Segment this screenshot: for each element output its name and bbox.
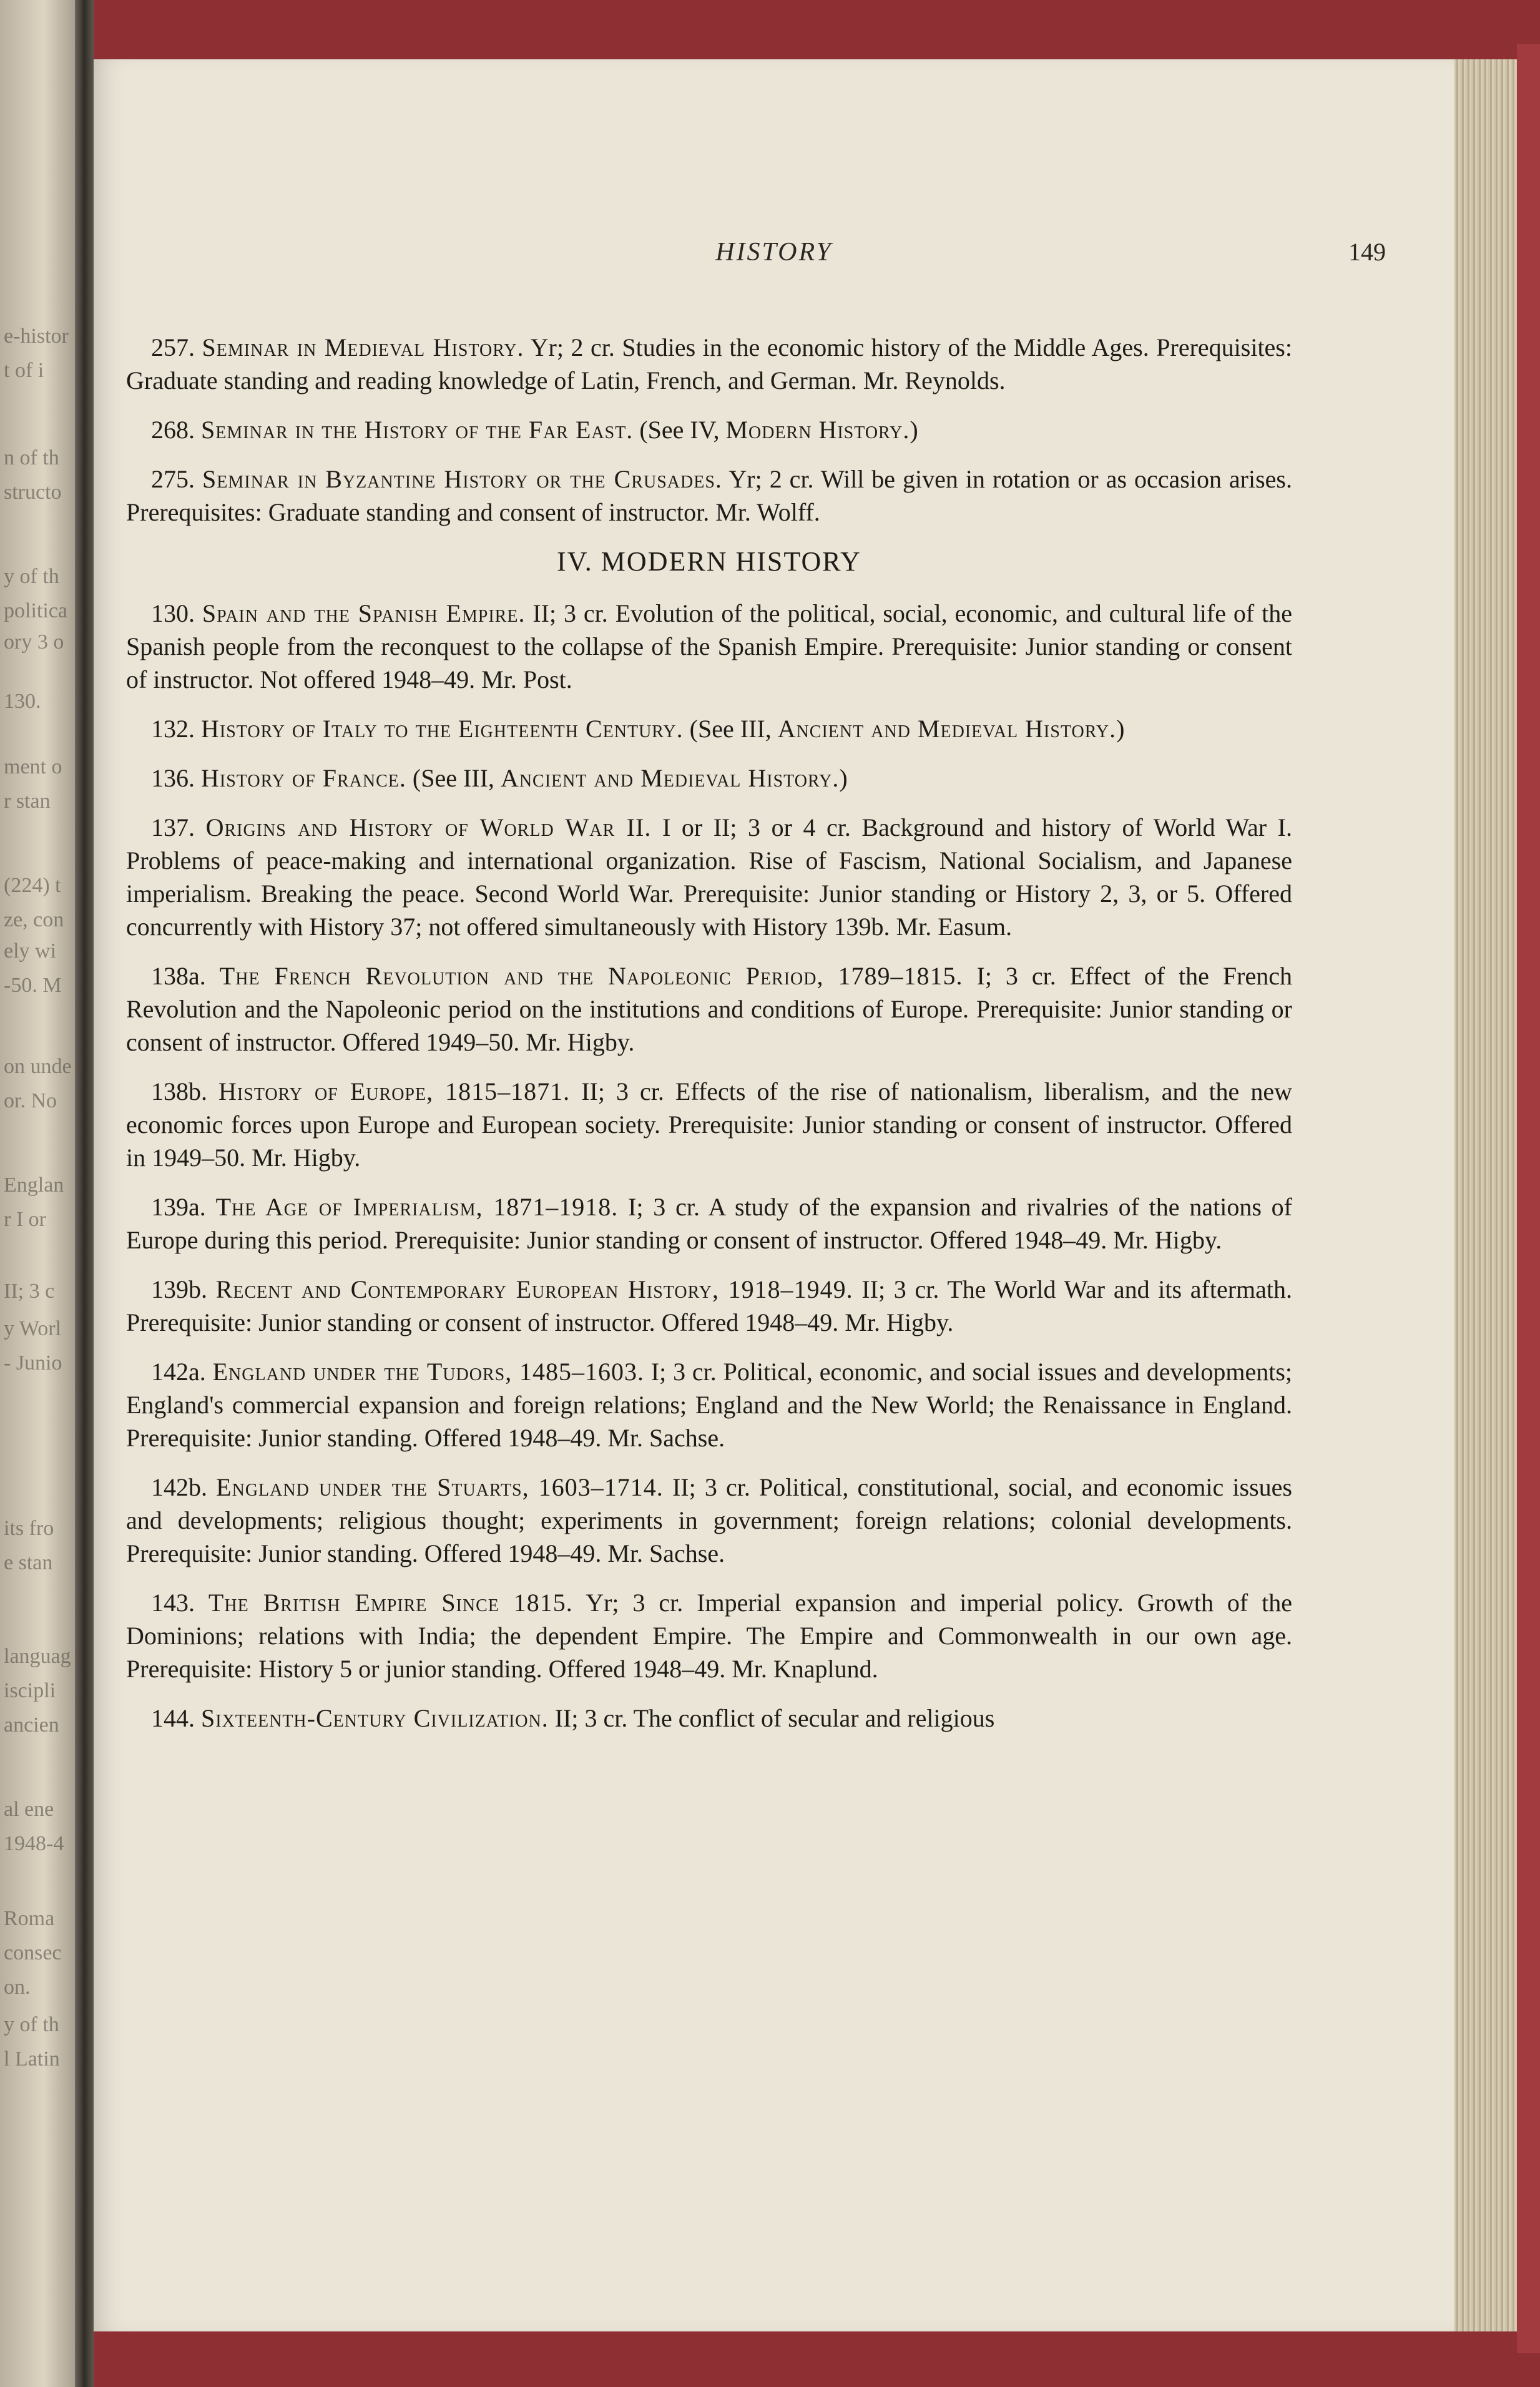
page-number: 149 (1348, 238, 1386, 266)
course-entry (126, 1273, 1292, 1339)
course-description: II; 3 cr. Effects of the rise of nationalism, liberalism, and the new economic forces upon Europe and European society. Prerequisite: Junior standing or consent of instructor. Offered in 1949–50. Mr. Higby. (126, 1077, 1292, 1172)
running-head (94, 237, 1454, 275)
course-entry (126, 1355, 1292, 1454)
course-description: II; 3 cr. Evolution of the political, social, economic, and cultural life of the Spanish people from the reconquest to the collapse of the Spanish Empire. Prerequisite: Junior standing or consent of instructor. Not offered 1948–49. Mr. Post. (126, 599, 1292, 694)
left-page-fragment: iscipli (4, 1679, 56, 1702)
course-number: 142b. (151, 1473, 207, 1501)
left-page-fragment: politica (4, 599, 67, 622)
course-title: England under the Tudors, 1485–1603. (212, 1358, 645, 1386)
left-page-fragment: consec (4, 1941, 62, 1964)
course-description: I; 3 cr. A study of the expansion and rivalries of the nations of Europe during this period. Prerequisite: Junior standing or consent of instructor. Offered 1948–49. Mr. Higby. (126, 1193, 1292, 1254)
left-page-fragment: e-histor (4, 325, 69, 348)
course-title: History of France. (201, 764, 406, 792)
course-reference-suffix: ) (839, 764, 848, 792)
course-entry (126, 1586, 1292, 1685)
course-title: Sixteenth-Century Civilization. (201, 1704, 549, 1732)
left-page-fragment: y of th (4, 2013, 59, 2036)
left-page-fragment: structo (4, 481, 62, 504)
left-page-fragment: Englan (4, 1174, 64, 1197)
course-title: The Age of Imperialism, 1871–1918. (215, 1193, 619, 1221)
course-number: 142a. (151, 1358, 206, 1386)
course-number: 138b. (151, 1077, 207, 1105)
course-title: Seminar in the History of the Far East. (201, 416, 634, 444)
course-number: 132. (151, 715, 195, 743)
course-number: 137. (151, 813, 195, 841)
course-reference: Modern History. (725, 416, 910, 444)
course-reference-suffix: ) (1116, 715, 1125, 743)
page-body (126, 331, 1292, 1751)
course-reference-prefix: (See III, (406, 764, 501, 792)
course-reference-suffix: ) (910, 416, 918, 444)
left-page-fragment: ory 3 o (4, 630, 64, 654)
left-page-fragment: ancien (4, 1713, 59, 1737)
left-page-fragment: t of i (4, 359, 44, 382)
course-title: Spain and the Spanish Empire. (202, 599, 526, 627)
left-page-fragment: n of th (4, 446, 59, 469)
left-page-fragment: Roma (4, 1907, 55, 1930)
left-page-fragment: (224) t (4, 874, 61, 897)
course-title: Seminar in Byzantine History or the Crusades. (202, 465, 722, 493)
course-number: 143. (151, 1589, 195, 1617)
course-title: Origins and History of World War II. (205, 813, 652, 841)
course-description: II; 3 cr. Political, constitutional, social, and economic issues and developments; religious thought; experiments in government; foreign relations; colonial developments. Prerequisite: Junior standing. Offered 1948–49. Mr. Sachse. (126, 1473, 1293, 1567)
course-entry (126, 1702, 1292, 1735)
left-page-fragment: al ene (4, 1798, 54, 1821)
course-description: I or II; 3 or 4 cr. Background and history of World War I. Problems of peace-making and international organization. Rise of Fascism, National Socialism, and Japanese imperialism. Breaking the peace. Second World War. Prerequisite: Junior standing or History 2, 3, or 5. Offered concurrently with History 37; not offered simultaneously with History 139b. Mr. Easum. (126, 813, 1293, 941)
left-page-fragment: e stan (4, 1551, 53, 1574)
left-page-fragment: 130. (4, 690, 41, 713)
course-description: Yr; 2 cr. Studies in the economic history of the Middle Ages. Prerequisites: Graduate standing and reading knowledge of Latin, French, and German. Mr. Reynolds. (126, 333, 1292, 395)
left-page-fragment: II; 3 c (4, 1280, 55, 1303)
course-reference-prefix: (See III, (683, 715, 778, 743)
left-page-fragment: - Junio (4, 1351, 62, 1375)
section-heading: IV. MODERN HISTORY (557, 546, 861, 577)
course-description: Yr; 3 cr. Imperial expansion and imperial policy. Growth of the Dominions; relations with India; the dependent Empire. The Empire and Commonwealth in our own age. Prerequisite: History 5 or junior standing. Offered 1948–49. Mr. Knaplund. (126, 1589, 1292, 1683)
left-page-fragment: on. (4, 1976, 31, 1999)
course-number: 139a. (151, 1193, 206, 1221)
course-number: 136. (151, 764, 195, 792)
left-page-fragment: or. No (4, 1089, 57, 1112)
course-number: 139b. (151, 1275, 207, 1303)
course-number: 275. (151, 465, 195, 493)
left-facing-page (0, 0, 80, 2387)
left-page-fragment: y of th (4, 565, 59, 588)
course-entry (126, 959, 1292, 1059)
page-stack-edge (1454, 59, 1517, 2331)
course-entry (126, 1190, 1292, 1257)
course-title: The British Empire Since 1815. (208, 1589, 573, 1617)
course-description: Yr; 2 cr. Will be given in rotation or as occasion arises. Prerequisites: Graduate standing and consent of instructor. Mr. Wolff. (126, 465, 1293, 526)
left-page-fragment: ely wi (4, 939, 57, 963)
course-title: History of Europe, 1815–1871. (218, 1077, 571, 1105)
course-description: I; 3 cr. Effect of the French Revolution and the Napoleonic period on the institutions and conditions of Europe. Prerequisite: Junior standing or consent of instructor. Offered 1949–50. Mr. Higby. (126, 962, 1293, 1056)
course-description: II; 3 cr. The conflict of secular and religious (548, 1704, 995, 1732)
course-entry (126, 413, 1292, 446)
course-number: 144. (151, 1704, 195, 1732)
course-number: 268. (151, 416, 195, 444)
left-page-fragment: r I or (4, 1208, 46, 1231)
course-title: The French Revolution and the Napoleonic Period, 1789–1815. (219, 962, 963, 990)
course-number: 138a. (151, 962, 206, 990)
course-entry (126, 811, 1292, 943)
course-number: 257. (151, 333, 195, 361)
course-title: England under the Stuarts, 1603–1714. (216, 1473, 664, 1501)
course-reference-prefix: (See IV, (633, 416, 726, 444)
left-page-fragment: its fro (4, 1517, 54, 1540)
course-entry (126, 331, 1292, 397)
left-page-fragment: languag (4, 1645, 71, 1668)
course-entry (126, 1471, 1292, 1570)
course-reference: Ancient and Medieval History. (777, 715, 1117, 743)
book-gutter (75, 0, 94, 2387)
course-description: I; 3 cr. Political, economic, and social issues and developments; England's commercial expansion and foreign relations; England and the New World; the Renaissance in England. Prerequisite: Junior standing. Offered 1948–49. Mr. Sachse. (126, 1358, 1292, 1452)
page-title: HISTORY (715, 238, 833, 267)
course-title: History of Italy to the Eighteenth Century. (201, 715, 684, 743)
course-entry (126, 463, 1292, 529)
book-cover-edge (1517, 44, 1540, 2353)
course-title: Seminar in Medieval History. (202, 333, 524, 361)
left-page-fragment: 1948-4 (4, 1832, 64, 1855)
left-page-fragment: y Worl (4, 1317, 62, 1340)
course-entry (126, 1075, 1292, 1174)
left-page-fragment: r stan (4, 790, 51, 813)
left-page-fragment: on unde (4, 1055, 72, 1078)
course-reference: Ancient and Medieval History. (500, 764, 840, 792)
left-page-fragment: ment o (4, 755, 62, 778)
course-title: Recent and Contemporary European History, 1918–1949. (215, 1275, 853, 1303)
course-number: 130. (151, 599, 195, 627)
left-page-fragment: ze, con (4, 908, 64, 931)
course-entry (126, 597, 1292, 696)
left-page-fragment: -50. M (4, 974, 62, 997)
course-entry (126, 712, 1292, 745)
left-page-fragment: l Latin (4, 2047, 60, 2071)
course-description: II; 3 cr. The World War and its aftermath. Prerequisite: Junior standing or consent of instructor. Offered 1948–49. Mr. Higby. (126, 1275, 1293, 1336)
course-entry (126, 762, 1292, 795)
